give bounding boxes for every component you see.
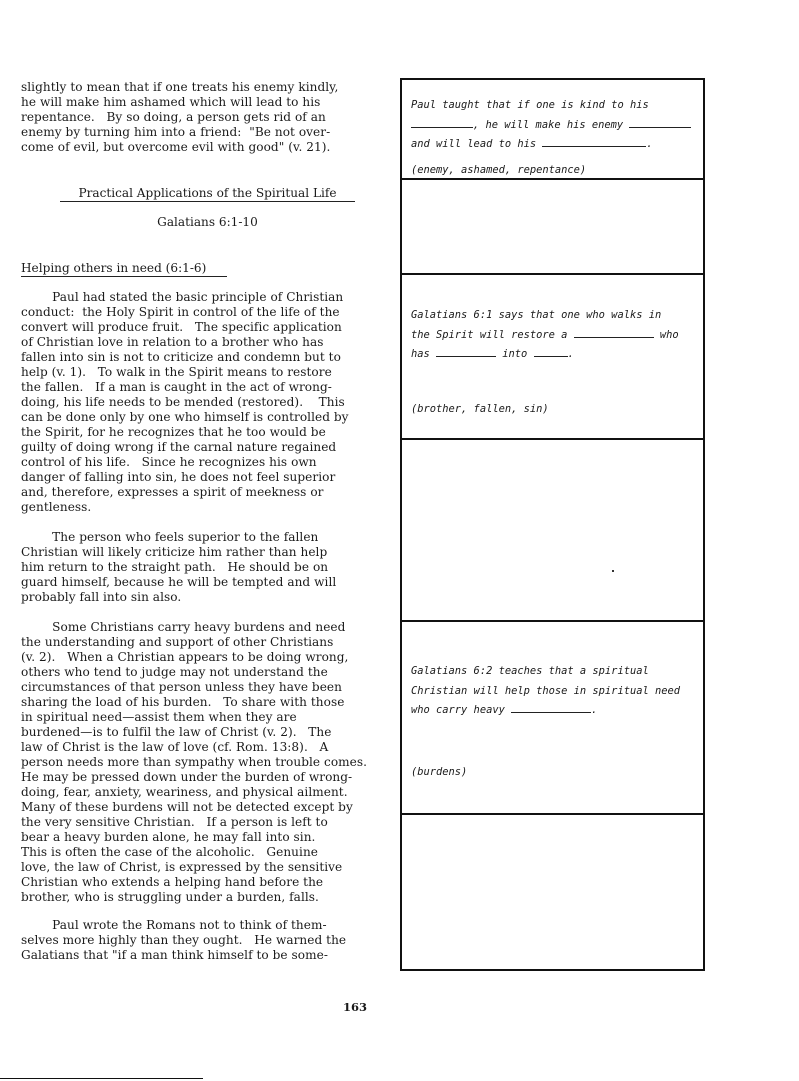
frame-3-line-2: Christian will help those in spiritual need xyxy=(411,684,680,697)
text-line: the fallen. If a man is caught in the act of wrong- xyxy=(21,380,332,394)
answer-blank[interactable] xyxy=(436,346,496,357)
text-line: danger of falling into sin, he does not feel superior xyxy=(21,470,336,484)
text-line: he will make him ashamed which will lead to his xyxy=(21,95,321,109)
text-line: others who tend to judge may not understand the xyxy=(21,665,328,679)
text-line: the very sensitive Christian. If a person is left to xyxy=(21,815,328,829)
section-reference: Galatians 6:1-10 xyxy=(157,215,258,229)
text-line: This is often the case of the alcoholic. Genuine xyxy=(21,845,318,859)
frame-1-line-3: and will lead to his xyxy=(411,138,543,150)
text-line: guard himself, because he will be tempted and will xyxy=(21,575,337,589)
text-line: brother, who is struggling under a burden, falls. xyxy=(21,890,319,904)
answer-blank[interactable] xyxy=(629,117,691,128)
study-frame-1 xyxy=(402,80,703,180)
study-frame-2 xyxy=(402,275,703,440)
text-line: Many of these burdens will not be detected except by xyxy=(21,800,353,814)
text-line: sharing the load of his burden. To share with those xyxy=(21,695,345,709)
text-line: enemy by turning him into a friend: "Be not over- xyxy=(21,125,331,139)
intro-paragraph xyxy=(21,80,399,155)
punctuation: . xyxy=(591,704,598,716)
study-frame-blank xyxy=(402,815,703,969)
text-line: doing, his life needs to be mended (restored). This xyxy=(21,395,345,409)
text-line: control of his life. Since he recognizes his own xyxy=(21,455,317,469)
text-line: him return to the straight path. He should be on xyxy=(21,560,329,574)
text-line: conduct: the Holy Spirit in control of the life of the xyxy=(21,305,340,319)
text-line: of Christian love in relation to a brother who has xyxy=(21,335,324,349)
text-line: come of evil, but overcome evil with good" (v. 21). xyxy=(21,140,331,154)
frame-2-answer: (brother, fallen, sin) xyxy=(411,403,549,415)
text-line: Christian who extends a helping hand before the xyxy=(21,875,324,889)
paragraph-1 xyxy=(21,290,399,515)
frame-3-line-3: who carry heavy xyxy=(411,704,512,716)
text-line: can be done only by one who himself is controlled by xyxy=(21,410,349,424)
text-line: Christian will likely criticize him rather than help xyxy=(21,545,328,559)
frame-1-line-2: , he will make his enemy xyxy=(473,118,630,131)
answer-blank[interactable] xyxy=(534,346,568,357)
frame-2-question xyxy=(411,306,701,365)
frame-2-line-2: the Spirit will restore a xyxy=(411,328,574,341)
text-line: help (v. 1). To walk in the Spirit means to restore xyxy=(21,365,332,379)
answer-blank[interactable] xyxy=(411,117,473,128)
text-line: probably fall into sin also. xyxy=(21,590,182,604)
section-heading: Practical Applications of the Spiritual Life xyxy=(60,186,355,202)
footer-rule xyxy=(0,1078,203,1079)
text-line: Galatians that "if a man think himself to be some- xyxy=(21,948,328,962)
text-line: law of Christ is the law of love (cf. Rom. 13:8). A xyxy=(21,740,329,754)
frame-3-answer: (burdens) xyxy=(411,766,468,778)
paragraph-3 xyxy=(21,620,399,905)
text-line: convert will produce fruit. The specific application xyxy=(21,320,342,334)
frame-2-line-3: has xyxy=(411,348,437,360)
answer-blank[interactable] xyxy=(542,136,646,147)
study-frame-blank xyxy=(402,180,703,275)
paragraph-2 xyxy=(21,530,399,605)
text-line: selves more highly than they ought. He warned the xyxy=(21,933,347,947)
answer-blank[interactable] xyxy=(511,702,591,713)
text-line: in spiritual need—assist them when they are xyxy=(21,710,297,724)
frame-1-line-1: Paul taught that if one is kind to his xyxy=(411,99,649,111)
text-line: Paul had stated the basic principle of Christian xyxy=(21,290,344,304)
text-line: The person who feels superior to the fallen xyxy=(21,530,319,544)
answer-blank[interactable] xyxy=(574,327,654,338)
text-line: fallen into sin is not to criticize and condemn but to xyxy=(21,350,341,364)
frame-2-line-3-mid: into xyxy=(496,348,534,360)
page-number: 163 xyxy=(342,1000,367,1014)
text-line: burdened—is to fulfil the law of Christ (v. 2). The xyxy=(21,725,332,739)
frame-2-line-1: Galatians 6:1 says that one who walks in xyxy=(411,309,662,321)
text-line: love, the law of Christ, is expressed by the sensitive xyxy=(21,860,343,874)
text-line: and, therefore, expresses a spirit of meekness or xyxy=(21,485,324,499)
text-line: repentance. By so doing, a person gets rid of an xyxy=(21,110,326,124)
text-line: guilty of doing wrong if the carnal nature regained xyxy=(21,440,337,454)
paragraph-4 xyxy=(21,918,399,963)
text-line: the understanding and support of other Christians xyxy=(21,635,334,649)
text-line: the Spirit, for he recognizes that he too would be xyxy=(21,425,326,439)
text-line: doing, fear, anxiety, weariness, and physical ailment. xyxy=(21,785,348,799)
text-line: circumstances of that person unless they have been xyxy=(21,680,342,694)
frame-3-question xyxy=(411,662,701,721)
frame-1-answer: (enemy, ashamed, repentance) xyxy=(411,164,587,176)
punctuation: . xyxy=(567,348,574,360)
text-line: He may be pressed down under the burden of wrong- xyxy=(21,770,353,784)
study-frame-column xyxy=(400,78,705,971)
study-frame-blank xyxy=(402,440,703,622)
punctuation: . xyxy=(646,138,653,150)
frame-3-line-1: Galatians 6:2 teaches that a spiritual xyxy=(411,665,649,677)
frame-1-question xyxy=(411,96,701,155)
text-line: (v. 2). When a Christian appears to be doing wrong, xyxy=(21,650,349,664)
text-line: bear a heavy burden alone, he may fall into sin. xyxy=(21,830,316,844)
frame-2-line-2-end: who xyxy=(653,328,679,341)
text-line: Paul wrote the Romans not to think of them- xyxy=(21,918,327,932)
scan-speck xyxy=(612,570,614,572)
subsection-heading: Helping others in need (6:1-6) xyxy=(21,261,227,277)
study-frame-3 xyxy=(402,622,703,815)
text-line: gentleness. xyxy=(21,500,92,514)
text-line: Some Christians carry heavy burdens and need xyxy=(21,620,346,634)
text-line: slightly to mean that if one treats his enemy kindly, xyxy=(21,80,339,94)
text-line: person needs more than sympathy when trouble comes. xyxy=(21,755,368,769)
